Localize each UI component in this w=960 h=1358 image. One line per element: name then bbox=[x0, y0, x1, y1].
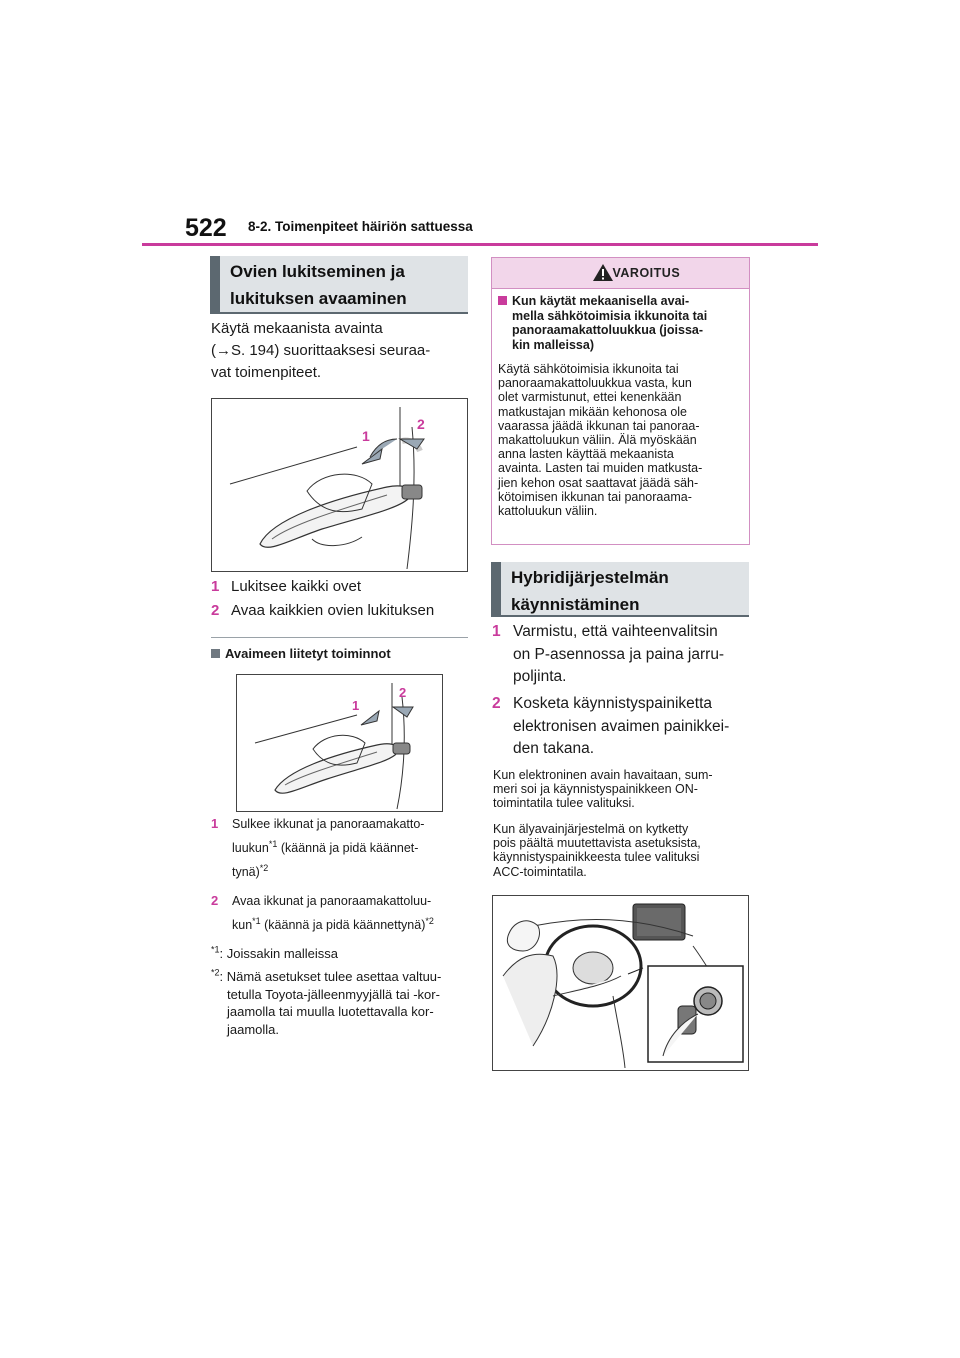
warning-header bbox=[492, 258, 749, 289]
section-heading-door-locking bbox=[210, 256, 468, 312]
intro-text: Käytä mekaanista avainta (→S. 194) suorittaaksesi seuraa- vat toimenpiteet. bbox=[211, 320, 431, 381]
bullet-square bbox=[211, 649, 220, 658]
step-lock-all: 1 Lukitsee kaikki ovet bbox=[211, 578, 362, 595]
start-button-illustration bbox=[492, 895, 749, 1071]
door-handle-drawing bbox=[212, 399, 467, 571]
fig1-callout-1: 1 bbox=[362, 428, 370, 444]
page-number: 522 bbox=[185, 214, 227, 242]
substep-open-windows: 2 Avaa ikkunat ja panoraamakattoluu- kun$^{*1}$ (käännä ja pidä käännettynä)$^{*2}$ bbox=[211, 893, 434, 932]
fig1-callout-2: 2 bbox=[417, 416, 425, 432]
warning-title: VAROITUS bbox=[612, 266, 681, 280]
footnote-2: $^{*2}$: Nämä asetukset tulee asettaa valtuu- tetulla Toyota-jälleenmyyjällä tai -kor- jaamolla tai muulla luotettavalla kor- jaamolla. bbox=[211, 967, 442, 1037]
divider bbox=[211, 637, 468, 638]
subheading-key-functions: Avaimeen liitetyt toiminnot bbox=[211, 646, 391, 661]
door-handle-drawing-2 bbox=[237, 675, 442, 811]
footnote-1: $^{*1}$: Joissakin malleissa bbox=[211, 944, 339, 961]
warning-heading: Kun käytät mekaanisella avai- mella sähkötoimisia ikkunoita tai panoraamakattoluukkua (joissa- kin malleissa) bbox=[498, 294, 743, 352]
chapter-title: 8-2. Toimenpiteet häiriön sattuessa bbox=[248, 219, 473, 234]
step-touch-start-button: 2 Kosketa käynnistyspainiketta elektronisen avaimen painikkei- den takana. bbox=[492, 695, 730, 757]
fig2-callout-1: 1 bbox=[352, 698, 360, 713]
section-heading-line-2: lukituksen avaaminen bbox=[230, 289, 407, 308]
header-rule bbox=[142, 243, 818, 246]
fig2-callout-2: 2 bbox=[399, 685, 407, 700]
section-heading-line-1: Ovien lukitseminen ja bbox=[230, 262, 405, 281]
note-electronic-key: Kun elektroninen avain havaitaan, sum- meri soi ja käynnistyspainikkeen ON- toimintatila tulee valituksi. bbox=[493, 768, 713, 811]
step-unlock-all: 2 Avaa kaikkien ovien lukituksen bbox=[211, 602, 435, 619]
note-smart-key: Kun älyavainjärjestelmä on kytketty pois päältä muutettavista asetuksista, käynnistyspainikkeesta tulee valituksi ACC-toimintatila. bbox=[493, 822, 701, 879]
warning-body: Käytä sähkötoimisia ikkunoita tai panoraamakattoluukkua vasta, kun olet varmistunut, ettei kenenkään matkustajan mikään kehonosa ole vaarassa jäädä ikkunan tai panoraa- makattoluukun väliin. Älä myöskään anna lasten käyttää mekaanista avainta. Lasten tai muiden matkusta- jien kehon osat saattavat jäädä säh- kötoimisen ikkunan tai panoraama- kattoluukun väliin. bbox=[498, 362, 703, 519]
door-handle-illustration-2 bbox=[236, 674, 443, 812]
door-handle-illustration-1 bbox=[211, 398, 468, 572]
section-heading-line-2: käynnistäminen bbox=[511, 595, 640, 614]
warning-box bbox=[491, 257, 750, 545]
warning-triangle-icon bbox=[592, 263, 614, 282]
section-heading-hybrid-start bbox=[491, 562, 749, 615]
step-check-gear: 1 Varmistu, että vaihteenvalitsin on P-asennossa ja paina jarru- poljinta. bbox=[492, 623, 725, 685]
driver-dashboard-drawing bbox=[493, 896, 748, 1070]
substep-close-windows: 1 Sulkee ikkunat ja panoraamakatto- luukun$^{*1}$ (käännä ja pidä käännet- tynä)$^{*2}$ bbox=[211, 816, 425, 879]
bullet-square bbox=[498, 296, 507, 305]
section-heading-line-1: Hybridijärjestelmän bbox=[511, 568, 669, 587]
